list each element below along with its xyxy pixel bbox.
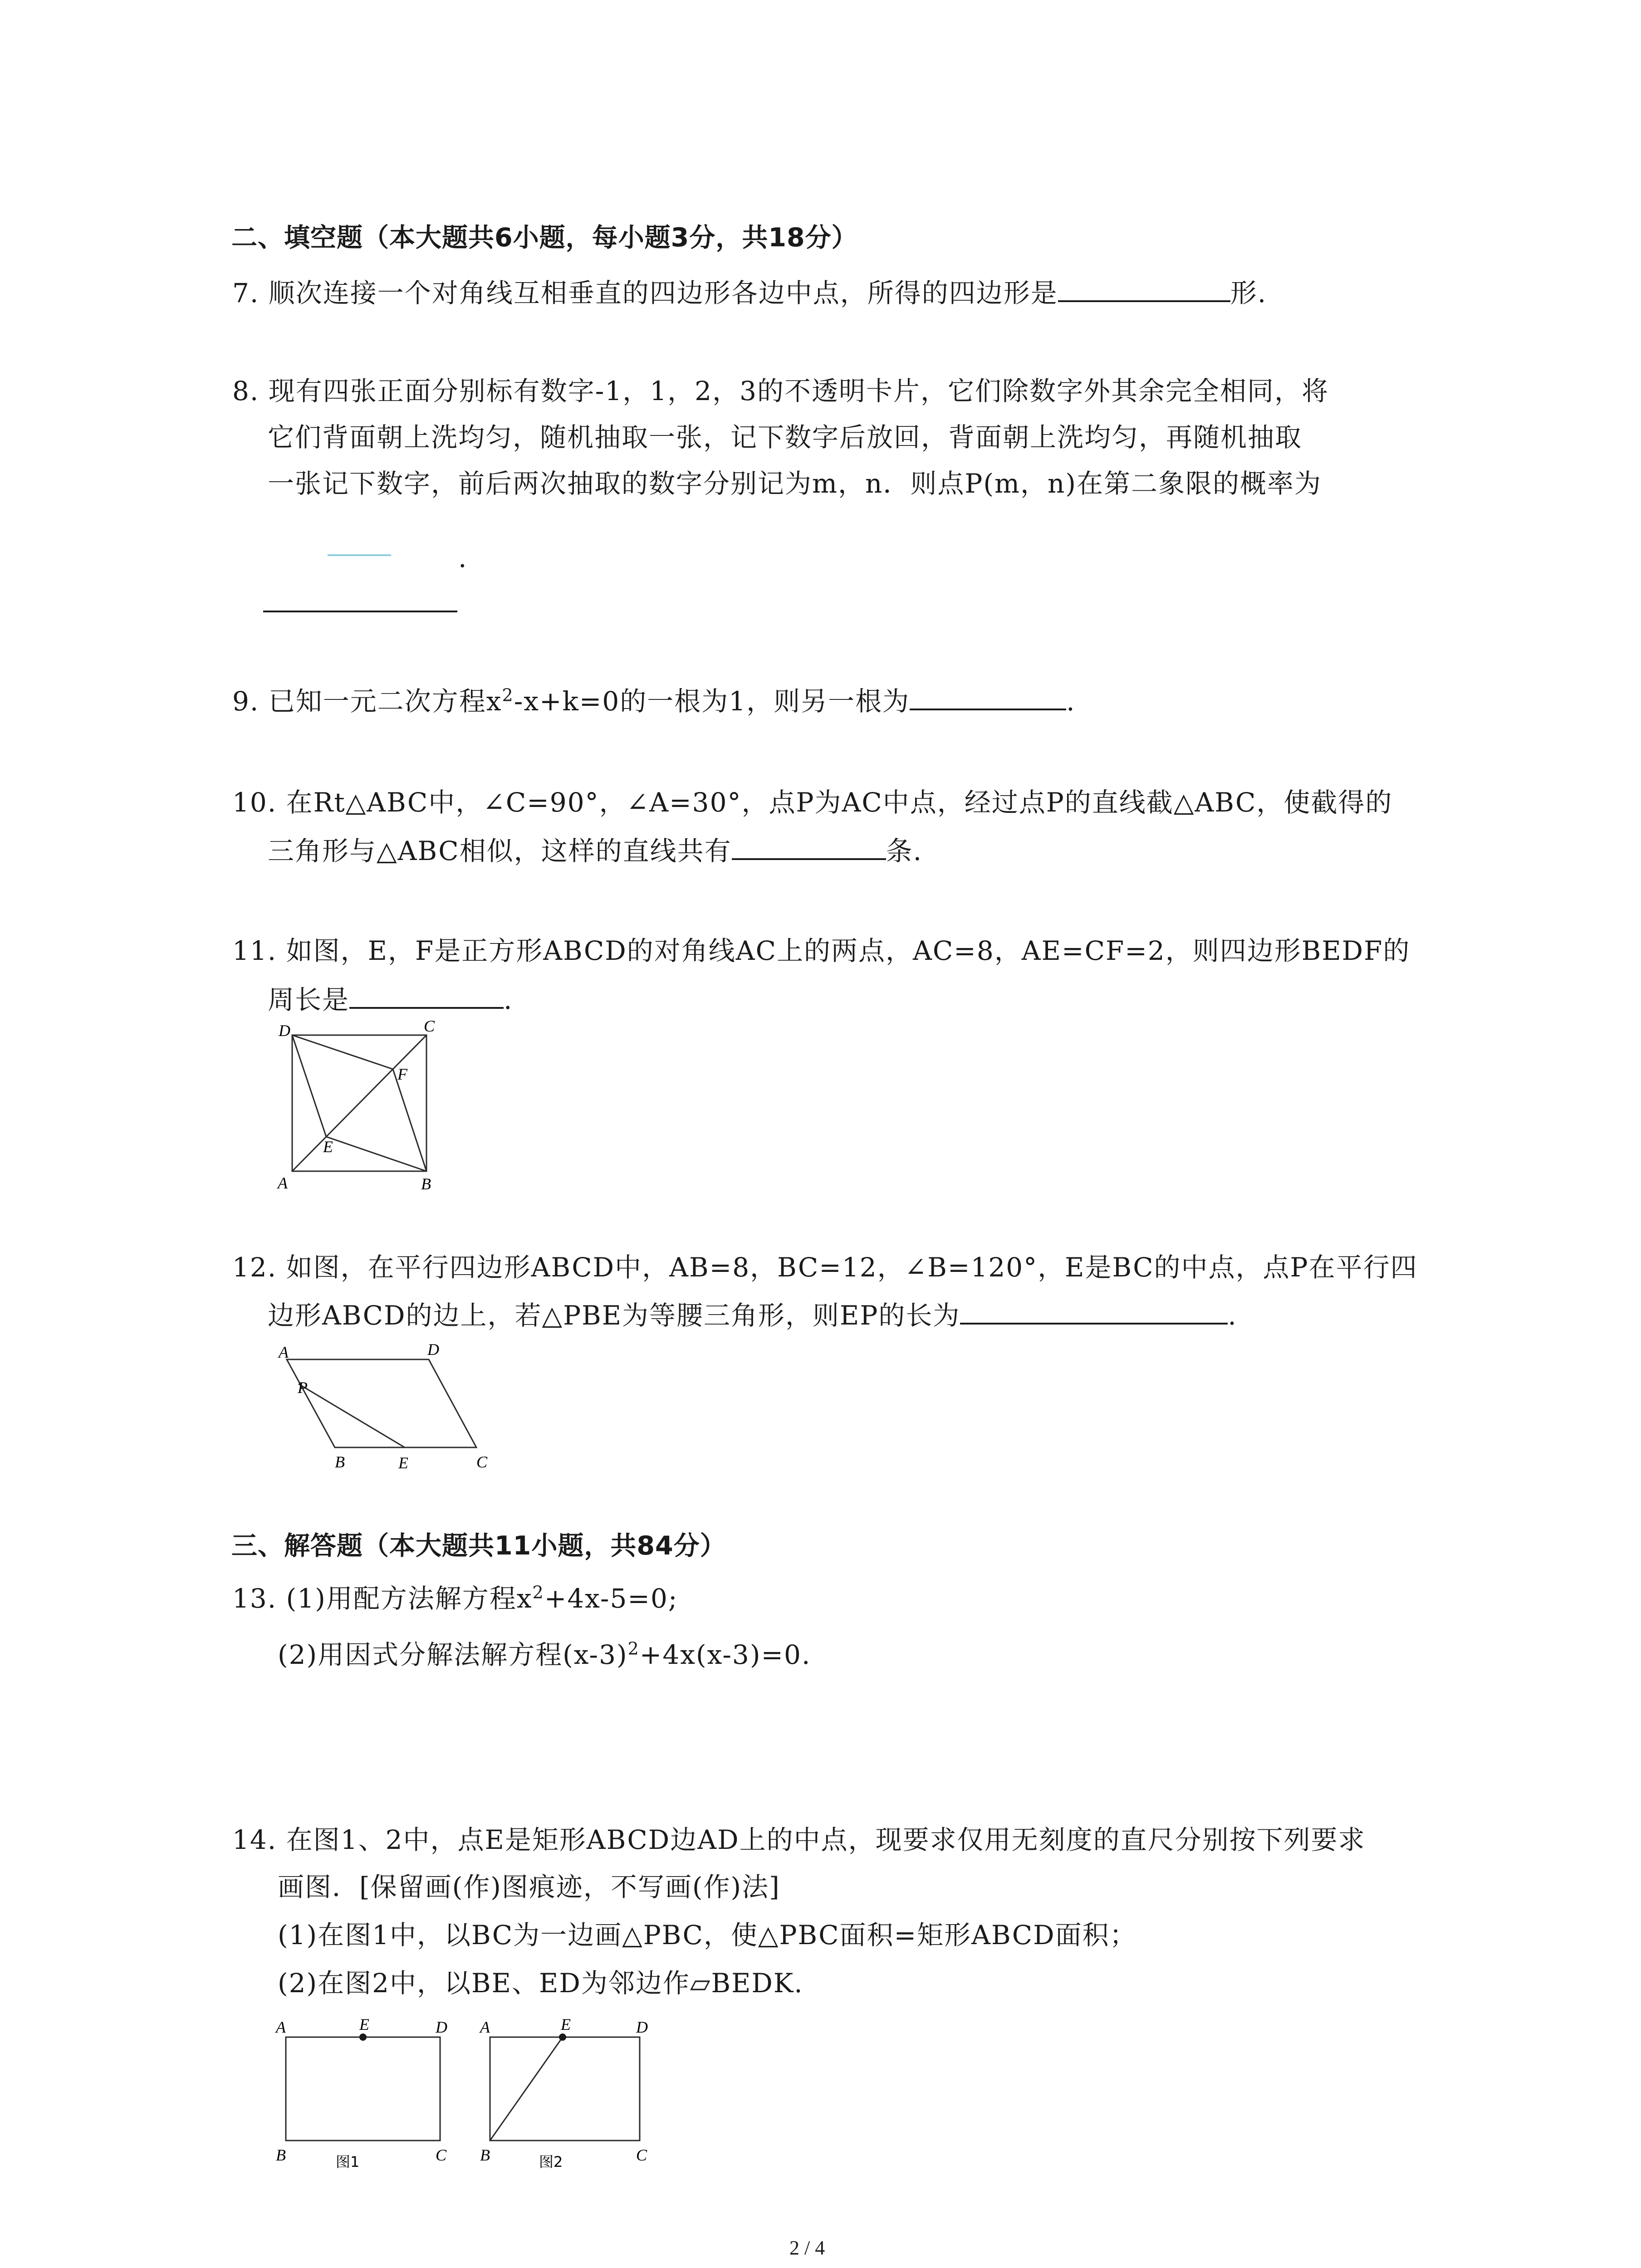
answer-blank-7[interactable] [1058,276,1230,302]
question-10-line-2 [268,834,922,867]
diagonal-ac [292,1035,426,1171]
segment-be [490,2037,563,2141]
question-13-part1-a: 13. (1)用配方法解方程x [232,1583,533,1614]
question-8-line-2: 它们背面朝上洗均匀，随机抽取一张，记下数字后放回，背面朝上洗均匀，再随机抽取 [268,422,1303,453]
question-12-text: 边形ABCD的边上，若△PBE为等腰三角形，则EP的长为 [268,1300,960,1331]
question-7 [232,276,1267,309]
parallelogram-figure [277,1340,513,1472]
square-figure [272,1021,436,1193]
label-a: A [278,1174,288,1192]
question-11-tail: . [504,984,513,1015]
label-b: B [276,2146,286,2164]
segment-bf [393,1069,426,1171]
answer-blank-11[interactable] [349,982,504,1009]
label-b: B [480,2146,490,2164]
answer-blank-10[interactable] [732,834,886,860]
label-d: D [427,1340,439,1359]
rectangle-abcd [286,2037,440,2141]
answer-blank-9[interactable] [910,684,1066,710]
answer-blank-8[interactable] [263,611,457,612]
question-9-exponent: 2 [502,685,514,705]
question-8-line-1: 8. 现有四张正面分别标有数字-1，1，2，3的不透明卡片，它们除数字外其余完全相同，将 [232,376,1329,406]
label-e: E [359,2016,369,2033]
question-10-tail: 条. [886,836,923,866]
question-10-line-1: 10. 在Rt△ABC中，∠C=90°，∠A=30°，点P为AC中点，经过点P的直线截△ABC，使截得的 [232,787,1393,818]
question-9-text-b: -x+k=0的一根为1，则另一根为 [514,686,910,717]
label-f: F [397,1065,407,1083]
question-8-dot: . [458,543,468,573]
question-13-exponent-1: 2 [532,1582,544,1603]
question-9 [232,684,1076,718]
question-14-line-3: (1)在图1中，以BC为一边画△PBC，使△PBC面积=矩形ABCD面积； [278,1920,1137,1950]
label-e: E [561,2016,571,2033]
question-11-line-1: 11. 如图，E，F是正方形ABCD的对角线AC上的两点，AC=8，AE=CF=2，则四边形BEDF的 [232,935,1411,966]
label-b: B [335,1453,345,1471]
label-e: E [398,1454,408,1472]
fraction-bar [328,554,391,556]
section-title-solutions: 三、解答题（本大题共11小题，共84分） [231,1531,726,1561]
question-9-text-a: 9. 已知一元二次方程x [232,686,502,717]
label-e: E [323,1138,333,1156]
segment-de [292,1035,326,1137]
question-8-line-3: 一张记下数字，前后两次抽取的数字分别记为m，n．则点P(m，n)在第二象限的概率为 [268,468,1322,499]
label-b: B [421,1175,431,1193]
figure-1-caption: 图1 [336,2153,360,2170]
label-c: C [424,1021,435,1035]
segment-df [292,1035,393,1069]
question-13-exponent-2: 2 [627,1638,640,1659]
question-14-line-2: 画图．[保留画(作)图痕迹，不写画(作)法] [278,1872,780,1902]
question-13-line-1 [232,1582,678,1615]
point-e [359,2033,367,2041]
segment-pe [299,1384,405,1447]
question-12-line-2 [268,1298,1237,1332]
label-c: C [636,2146,647,2164]
question-13-part2-b: +4x(x-3)=0. [639,1639,811,1670]
page-number: 2 / 4 [789,2237,825,2259]
label-d: D [636,2018,648,2036]
question-11-line-2 [268,982,513,1016]
question-10-text: 三角形与△ABC相似，这样的直线共有 [268,836,732,866]
figure-1-rectangle [272,2016,463,2170]
question-14-line-4: (2)在图2中，以BE、ED为邻边作▱BEDK. [278,1968,803,1999]
label-p: P [298,1378,308,1397]
label-d: D [279,1022,290,1040]
question-14-line-1: 14. 在图1、2中，点E是矩形ABCD边AD上的中点，现要求仅用无刻度的直尺分别按下列要求 [232,1824,1366,1855]
figure-2-rectangle [472,2016,662,2170]
answer-blank-12[interactable] [960,1298,1228,1325]
label-d: D [436,2018,447,2036]
question-9-tail: . [1066,686,1076,717]
figure-2-caption: 图2 [539,2153,563,2170]
label-c: C [476,1453,488,1471]
question-12-line-1: 12. 如图，在平行四边形ABCD中，AB=8，BC=12，∠B=120°，E是BC的中点，点P在平行四 [232,1252,1418,1283]
label-a: A [480,2018,490,2036]
segment-be [326,1137,426,1171]
question-7-text: 7. 顺次连接一个对角线互相垂直的四边形各边中点，所得的四边形是 [232,278,1058,308]
label-c: C [436,2146,447,2164]
question-13-part2-a: (2)用因式分解法解方程(x-3) [278,1639,628,1670]
section-title-fill-in: 二、填空题（本大题共6小题，每小题3分，共18分） [231,223,858,253]
label-a: A [276,2018,286,2036]
question-11-text: 周长是 [268,984,350,1015]
point-e [559,2033,566,2041]
question-12-tail: . [1228,1300,1237,1331]
question-13-part1-b: +4x-5=0; [544,1583,678,1614]
label-a: A [279,1343,289,1361]
rectangle-abcd [490,2037,640,2141]
question-13-line-2 [278,1638,811,1671]
question-7-tail: 形. [1230,278,1267,308]
